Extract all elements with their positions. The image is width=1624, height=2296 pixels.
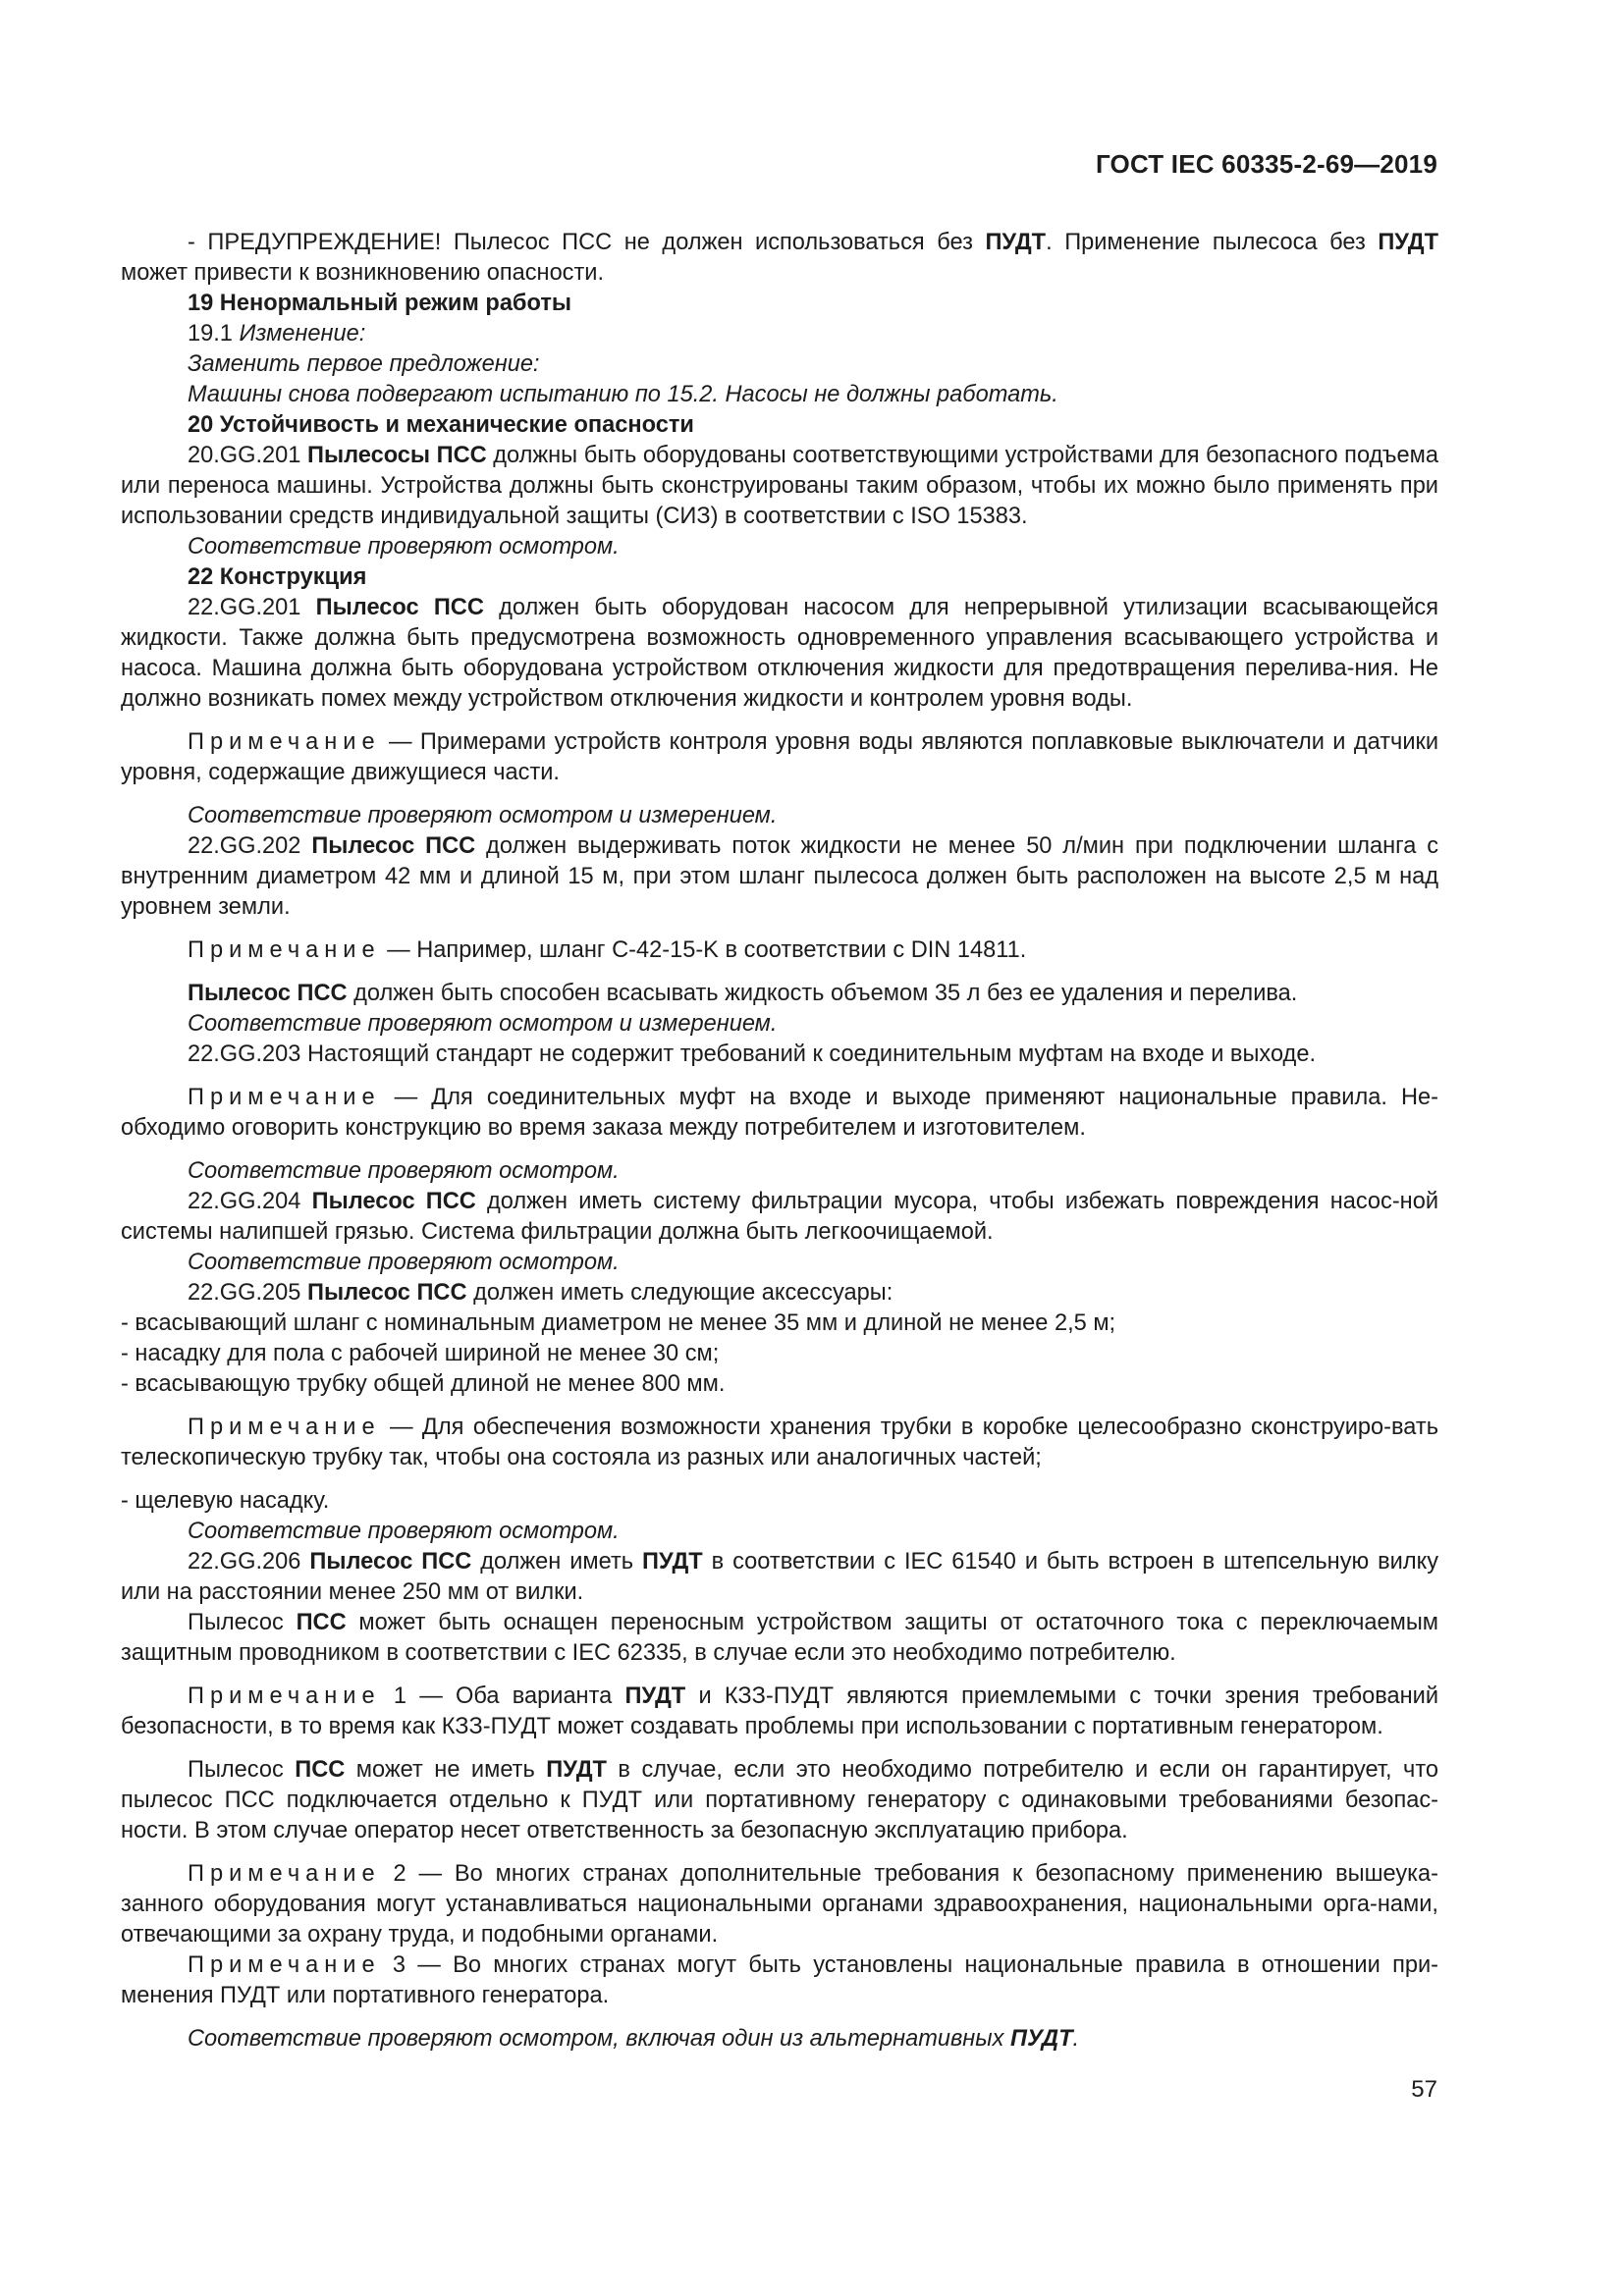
compliance-check: Соответствие проверяют осмотром.	[188, 1519, 620, 1544]
clause-20-gg-201: 20.GG.201 Пылесосы ПСС должны быть оборудованы соответствующими устройствами для безопасного подъема или переноса машины. Устройства должны быть сконструированы таким образом, чтобы их можно было применять при использовании средств индивидуальной защиты (СИЗ) в соответствии с ISO 15383.	[121, 443, 1439, 529]
clause-22-gg-205: 22.GG.205 Пылесос ПСС должен иметь следующие аксессуары:	[188, 1280, 893, 1306]
list-item: - насадку для пола с рабочей шириной не менее 30 см;	[121, 1341, 720, 1366]
warning-paragraph: - ПРЕДУПРЕЖДЕНИЕ! Пылесос ПСС не должен использоваться без ПУДТ. Применение пылесоса без ПУДТ может привести к возникновению опасности.	[121, 230, 1438, 286]
clause-22-gg-206-rcd: Пылесос ПСС может быть оснащен переносным устройством защиты от остаточного тока с переключаемым защитным проводником в соответствии с IEC 62335, в случае если это необходимо потребителю.	[121, 1610, 1439, 1666]
amendment-text: Машины снова подвергают испытанию по 15.2. Насосы не должны работать.	[188, 382, 1058, 407]
clause-22-gg-206-exception: Пылесос ПСС может не иметь ПУДТ в случае, если это необходимо потребителю и если он гарантирует, что пылесос ПСС подключается отдельно к ПУДТ или портативному генератору с одинаковыми требованиями безопас-ности. В этом случае оператор несет ответственность за безопасную эксплуатацию прибора.	[121, 1757, 1439, 1843]
note-6: Примечание 2 — Во многих странах дополнительные требования к безопасному применению вышеука-занного оборудования могут устанавливаться национальными органами здравоохранения, национальными орга-нами, отвечающими за охрану труда, и подобными органами.	[121, 1861, 1438, 1948]
note-2: Примечание — Например, шланг С-42-15-K в соответствии с DIN 14811.	[188, 937, 1027, 963]
clause-22-gg-201: 22.GG.201 Пылесос ПСС должен быть оборудован насосом для непрерывной утилизации всасывающейся жидкости. Также должна быть предусмотрена возможность одновременного управления всасывающего устройства и насоса. Машина должна быть оборудована устройством отключения жидкости для предотвращения перелива-ния. Не должно возникать помех между устройством отключения жидкости и контролем уровня воды.	[121, 595, 1438, 712]
compliance-check: Соответствие проверяют осмотром и измерением.	[188, 803, 778, 828]
note-1: Примечание — Примерами устройств контроля уровня воды являются поплавковые выключатели и датчики уровня, содержащие движущиеся части.	[121, 729, 1438, 785]
list-item: - щелевую насадку.	[121, 1488, 330, 1514]
note-7: Примечание 3 — Во многих странах могут быть установлены национальные правила в отношении при-менения ПУДТ или портативного генератора.	[121, 1952, 1438, 2008]
amendment-line: Заменить первое предложение:	[188, 351, 540, 377]
note-4: Примечание — Для обеспечения возможности хранения трубки в коробке целесообразно сконструиро-вать телескопическую трубку так, чтобы она состояла из разных или аналогичных частей;	[121, 1415, 1438, 1470]
compliance-check: Соответствие проверяют осмотром.	[188, 534, 620, 560]
compliance-check: Соответствие проверяют осмотром.	[188, 1250, 620, 1275]
document-body	[121, 228, 1438, 2055]
compliance-check-final: Соответствие проверяют осмотром, включая один из альтернативных ПУДТ.	[188, 2026, 1080, 2052]
clause-22-gg-206: 22.GG.206 Пылесос ПСС должен иметь ПУДТ в соответствии с IEC 61540 и быть встроен в штепсельную вилку или на расстоянии менее 250 мм от вилки.	[121, 1549, 1438, 1605]
compliance-check: Соответствие проверяют осмотром и измерением.	[188, 1011, 778, 1037]
clause-22-gg-202: 22.GG.202 Пылесос ПСС должен выдерживать поток жидкости не менее 50 л/мин при подключении шланга с внутренним диаметром 42 мм и длиной 15 м, при этом шланг пылесоса должен быть расположен на высоте 2,5 м над уровнем земли.	[121, 833, 1438, 920]
clause-19-1: 19.1 Изменение:	[188, 321, 366, 347]
section-19-heading: 19 Ненормальный режим работы	[188, 291, 572, 316]
page-number: 57	[1411, 2076, 1437, 2103]
section-20-heading: 20 Устойчивость и механические опасности	[188, 412, 694, 438]
list-item: - всасывающую трубку общей длиной не менее 800 мм.	[121, 1371, 726, 1397]
note-5: Примечание 1 — Оба варианта ПУДТ и КЗЗ-ПУДТ являются приемлемыми с точки зрения требований безопасности, в то время как КЗЗ-ПУДТ может создавать проблемы при использовании с портативным генератором.	[121, 1683, 1438, 1739]
document-header: ГОСТ IEC 60335-2-69—2019	[1095, 149, 1437, 179]
compliance-check: Соответствие проверяют осмотром.	[188, 1158, 620, 1184]
clause-22-gg-204: 22.GG.204 Пылесос ПСС должен иметь систему фильтрации мусора, чтобы избежать повреждения насос-ной системы налипшей грязью. Система фильтрации должна быть легкоочищаемой.	[121, 1189, 1439, 1245]
section-22-heading: 22 Конструкция	[188, 564, 367, 590]
list-item: - всасывающий шланг с номинальным диаметром не менее 35 мм и длиной не менее 2,5 м;	[121, 1310, 1116, 1336]
note-3: Примечание — Для соединительных муфт на входе и выходе применяют национальные правила. Не-обходимо оговорить конструкцию во время заказа между потребителем и изготовителем.	[121, 1085, 1438, 1141]
clause-22-gg-202-continued: Пылесос ПСС должен быть способен всасывать жидкость объемом 35 л без ее удаления и перелива.	[188, 981, 1298, 1006]
clause-22-gg-203: 22.GG.203 Настоящий стандарт не содержит требований к соединительным муфтам на входе и выходе.	[188, 1041, 1316, 1067]
